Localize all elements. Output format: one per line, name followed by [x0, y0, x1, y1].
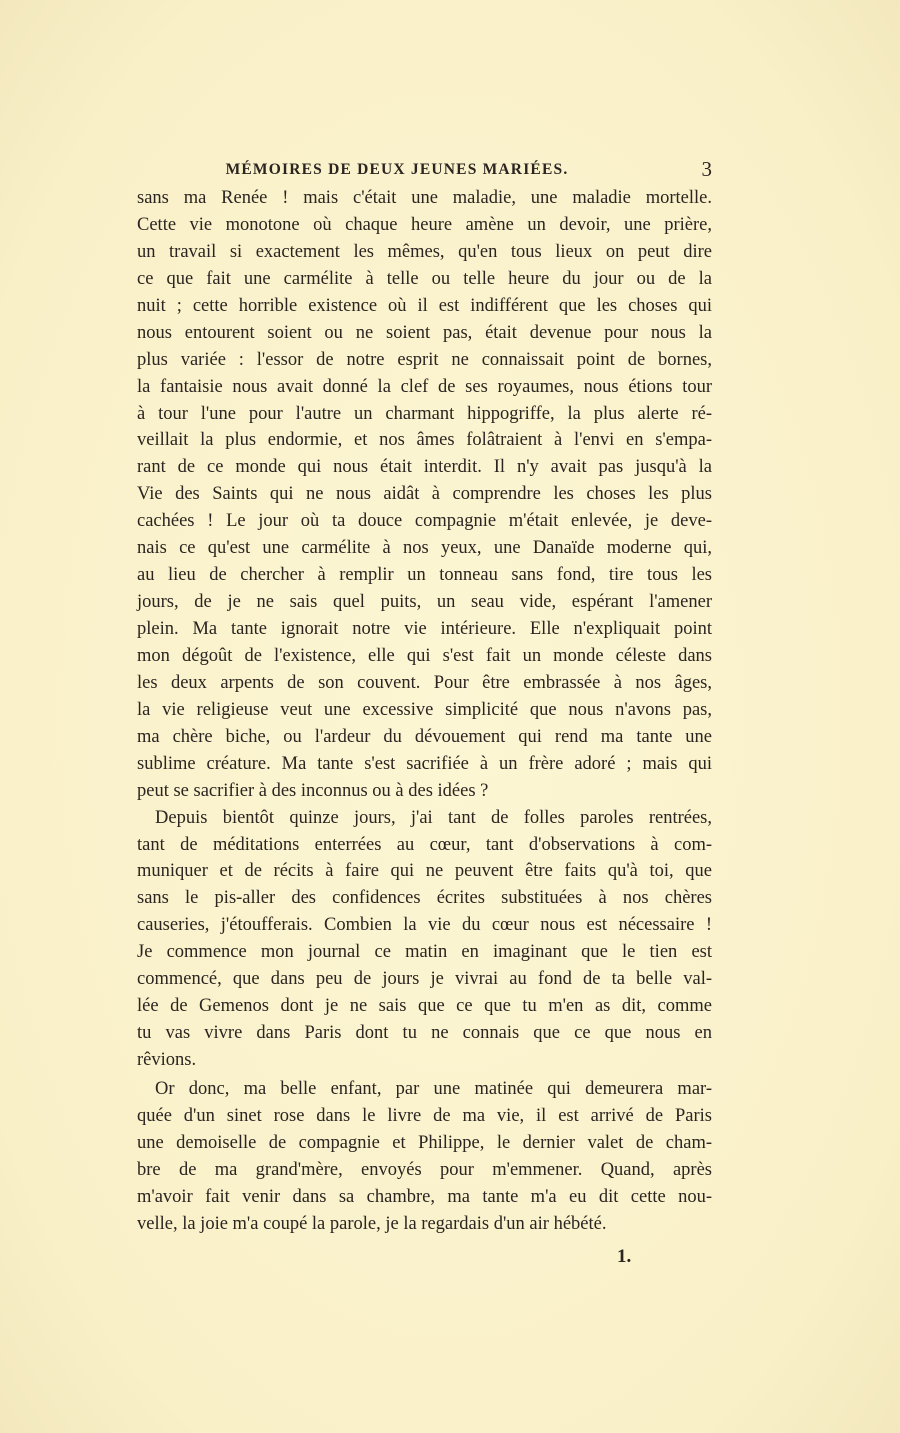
text-line: à tour l'une pour l'autre un charmant hippogriffe, la plus alerte ré- [137, 403, 712, 424]
text-line: Depuis bientôt quinze jours, j'ai tant de folles paroles rentrées, [155, 807, 712, 828]
text-line: la fantaisie nous avait donné la clef de ses royaumes, nous étions tour [137, 376, 712, 397]
text-line: veillait la plus endormie, et nos âmes folâtraient à l'envi en s'empa- [137, 430, 712, 451]
text-line: commencé, que dans peu de jours je vivrai au fond de ta belle val- [137, 969, 712, 990]
text-line: lée de Gemenos dont je ne sais que ce que tu m'en as dit, comme [137, 996, 712, 1017]
text-line: un travail si exactement les mêmes, qu'en tous lieux on peut dire [137, 241, 712, 262]
text-line: ma chère biche, ou l'ardeur du dévouement qui rend ma tante une [137, 726, 712, 747]
text-line: sublime créature. Ma tante s'est sacrifiée à un frère adoré ; mais qui [137, 753, 712, 774]
text-line: rant de ce monde qui nous était interdit. Il n'y avait pas jusqu'à la [137, 457, 712, 478]
paragraph [137, 1076, 712, 1238]
text-line: nous entourent soient ou ne soient pas, était devenue pour nous la [137, 322, 712, 343]
text-line: muniquer et de récits à faire qui ne peuvent être faits qu'à toi, que [137, 861, 712, 882]
text-line: peut se sacrifier à des inconnus ou à des idées ? [137, 780, 489, 801]
page-number: 3 [701, 157, 712, 181]
paragraph [137, 805, 712, 1074]
text-line: velle, la joie m'a coupé la parole, je la regardais d'un air hébété. [137, 1213, 607, 1234]
text-line: ce que fait une carmélite à telle ou telle heure du jour ou de la [137, 268, 712, 289]
text-line: nuit ; cette horrible existence où il est indifférent que les choses qui [137, 295, 712, 316]
text-line: sans le pis-aller des confidences écrites substituées à nos chères [137, 888, 712, 909]
paragraph [137, 185, 712, 805]
text-line: tant de méditations enterrées au cœur, tant d'observations à com- [137, 834, 712, 855]
text-line: Cette vie monotone où chaque heure amène un devoir, une prière, [137, 214, 712, 235]
text-line: au lieu de chercher à remplir un tonneau sans fond, tire tous les [137, 565, 712, 586]
text-line: nais ce qu'est une carmélite à nos yeux, une Danaïde moderne qui, [137, 538, 712, 559]
text-line: quée d'un sinet rose dans le livre de ma vie, il est arrivé de Paris [137, 1105, 712, 1126]
text-line: plus variée : l'essor de notre esprit ne connaissait point de bornes, [137, 349, 712, 370]
running-header [137, 157, 712, 183]
text-line: m'avoir fait venir dans sa chambre, ma tante m'a eu dit cette nou- [137, 1186, 712, 1207]
signature-mark: 1. [617, 1246, 632, 1267]
text-line: bre de ma grand'mère, envoyés pour m'emmener. Quand, après [137, 1159, 712, 1180]
text-line: plein. Ma tante ignorait notre vie intérieure. Elle n'expliquait point [137, 619, 712, 639]
text-line: causeries, j'étoufferais. Combien la vie du cœur nous est nécessaire ! [137, 915, 712, 936]
text-line: rêvions. [137, 1050, 197, 1070]
text-line: Or donc, ma belle enfant, par une matinée qui demeurera mar- [155, 1078, 712, 1099]
text-line: Vie des Saints qui ne nous aidât à comprendre les choses les plus [137, 484, 712, 505]
text-line: jours, de je ne sais quel puits, un seau vide, espérant l'amener [137, 592, 712, 613]
text-line: les deux arpents de son couvent. Pour être embrassée à nos âges, [137, 672, 712, 693]
body-text [137, 185, 712, 1238]
text-line: cachées ! Le jour où ta douce compagnie m'était enlevée, je deve- [137, 511, 712, 532]
text-line: sans ma Renée ! mais c'était une maladie, une maladie mortelle. [137, 188, 712, 208]
text-line: Je commence mon journal ce matin en imaginant que le tien est [137, 942, 712, 963]
text-line: la vie religieuse veut une excessive simplicité que nous n'avons pas, [137, 699, 712, 720]
text-line: tu vas vivre dans Paris dont tu ne connais que ce que nous en [137, 1023, 712, 1044]
text-line: mon dégoût de l'existence, elle qui s'est fait un monde céleste dans [137, 645, 712, 666]
running-title: MÉMOIRES DE DEUX JEUNES MARIÉES. [225, 161, 569, 178]
text-line: une demoiselle de compagnie et Philippe, le dernier valet de cham- [137, 1132, 712, 1153]
